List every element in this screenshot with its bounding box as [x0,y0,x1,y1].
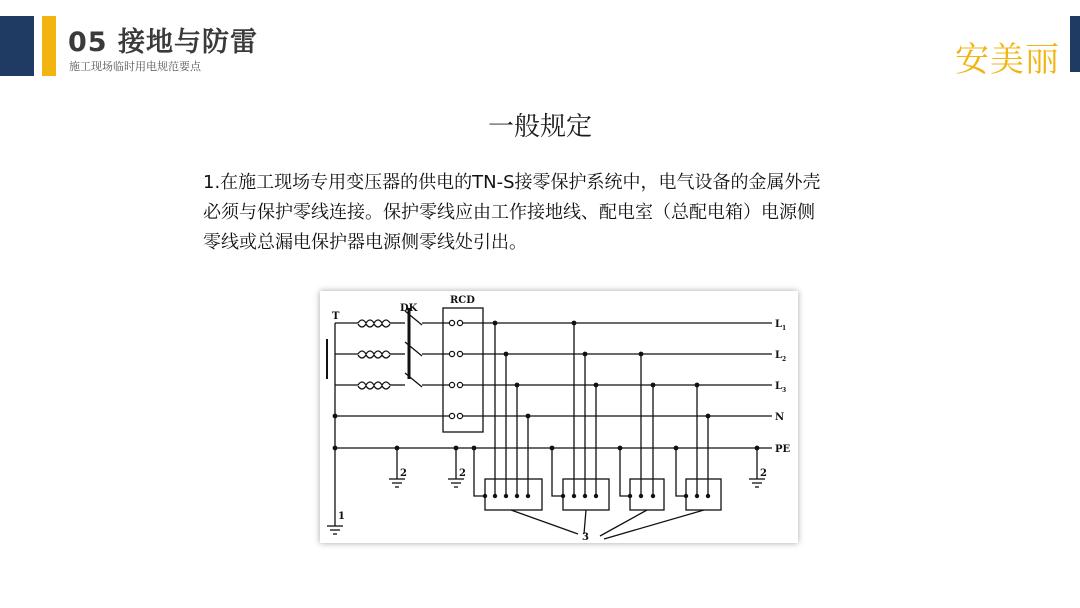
page-title: 05 接地与防雷 [68,27,258,58]
paragraph-line: 必须与保护零线连接。保护零线应由工作接地线、配电室（总配电箱）电源侧 [203,202,815,223]
label-rcd: RCD [450,295,475,306]
wiring-diagram-svg [320,291,798,543]
paragraph-line: 1.在施工现场专用变压器的供电的TN-S接零保护系统中，电气设备的金属外壳 [203,172,821,193]
header-gold-bar [42,16,56,76]
label-ground-2b: 2 [459,468,466,479]
label-phase-2: $L_2$ [775,350,787,363]
coil-3 [358,382,390,389]
label-neutral: N [775,412,785,423]
label-phase-3: $L_3$ [775,381,787,394]
coil-1 [358,320,390,327]
label-equipment: 3 [582,532,589,543]
label-protective-earth: PE [775,444,791,455]
coil-2 [358,351,390,358]
label-ground-2a: 2 [400,468,407,479]
label-phase-1: $L_1$ [775,319,787,332]
section-heading: 一般规定 [487,112,592,142]
section-paragraph [203,168,923,258]
brand-logo-text: 安美丽 [955,40,1060,80]
ground-symbols [327,479,765,534]
tn-s-wiring-diagram [320,291,798,543]
header-navy-bar [0,16,34,76]
header-right-bar [1070,16,1080,72]
page-subtitle: 施工现场临时用电规范要点 [69,60,201,73]
label-switch: DK [400,303,418,314]
label-ground-1: 1 [338,511,345,522]
label-ground-2c: 2 [760,468,767,479]
paragraph-line: 零线或总漏电保护器电源侧零线处引出。 [203,232,527,253]
rcd-contacts [449,320,462,418]
label-transformer: T [332,311,340,322]
